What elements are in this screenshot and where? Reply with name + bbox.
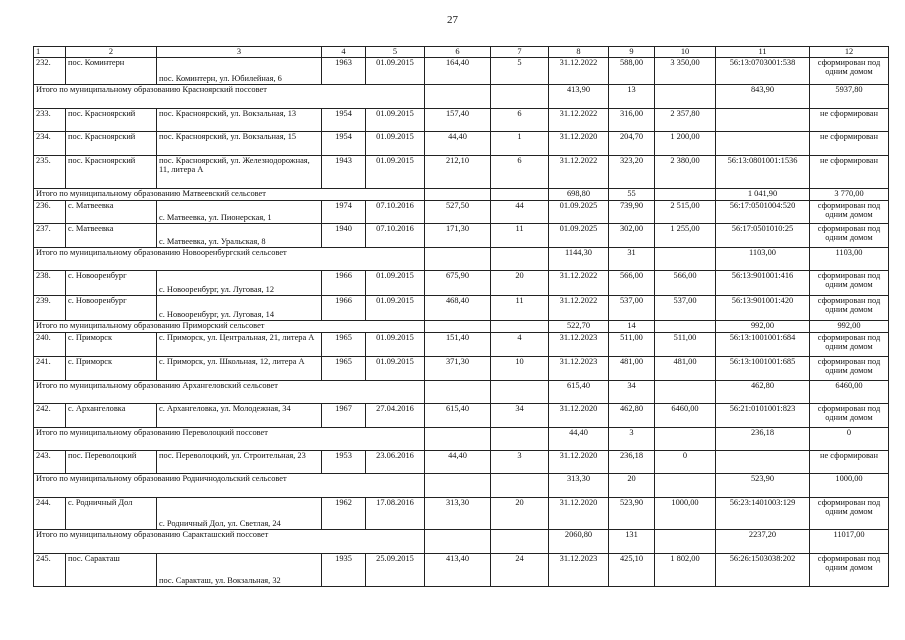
column-number-cell: 11 — [716, 47, 810, 58]
cost-cell: 511,00 — [655, 332, 716, 356]
subtotal-cell: 522,70 — [549, 320, 609, 332]
address-cell: пос. Переволоцкий, ул. Строительная, 23 — [157, 450, 322, 473]
recognition-date-cell: 01.09.2015 — [366, 356, 425, 380]
year-built-cell: 1967 — [322, 403, 366, 427]
subtotal-cell: 1 041,90 — [716, 188, 810, 200]
area-cell: 413,40 — [425, 553, 491, 586]
column-number-cell: 6 — [425, 47, 491, 58]
land-plot-status-cell: сформирован под одним домом — [810, 270, 889, 295]
relocation-deadline-cell: 31.12.2023 — [549, 356, 609, 380]
subtotal-row — [34, 380, 889, 403]
subtotal-cell: 236,18 — [716, 427, 810, 450]
column-number-cell: 2 — [66, 47, 157, 58]
recognition-date-cell: 01.09.2015 — [366, 57, 425, 84]
subtotal-label: Итого по муниципальному образованию Красноярский поссовет — [34, 84, 425, 108]
address-cell: пос. Саракташ, ул. Вокзальная, 32 — [157, 553, 322, 586]
relocation-area-cell: 566,00 — [609, 270, 655, 295]
subtotal-cell: 615,40 — [549, 380, 609, 403]
relocation-area-cell: 316,00 — [609, 108, 655, 131]
address-cell: пос. Красноярский, ул. Железнодорожная, 11, литера А — [157, 155, 322, 188]
settlement-cell: с. Приморск — [66, 332, 157, 356]
subtotal-label: Итого по муниципальному образованию Архангеловский сельсовет — [34, 380, 425, 403]
subtotal-cell: 523,90 — [716, 473, 810, 497]
land-plot-status-cell: сформирован под одним домом — [810, 497, 889, 529]
cadastral-number-cell: 56:13:901001:416 — [716, 270, 810, 295]
subtotal-cell: 0 — [810, 427, 889, 450]
recognition-date-cell: 07.10.2016 — [366, 223, 425, 247]
year-built-cell: 1954 — [322, 131, 366, 155]
relocation-deadline-cell: 31.12.2020 — [549, 131, 609, 155]
table-row — [34, 270, 889, 295]
address-cell: с. Матвеевка, ул. Пионерская, 1 — [157, 200, 322, 223]
cost-cell: 1 200,00 — [655, 131, 716, 155]
subtotal-cell: 34 — [609, 380, 655, 403]
subtotal-cell — [425, 247, 491, 270]
relocation-area-cell: 739,90 — [609, 200, 655, 223]
settlement-cell: с. Архангеловка — [66, 403, 157, 427]
table-row — [34, 57, 889, 84]
relocation-area-cell: 236,18 — [609, 450, 655, 473]
table-row — [34, 200, 889, 223]
land-plot-status-cell: сформирован под одним домом — [810, 356, 889, 380]
cadastral-number-cell: 56:13:0703001:538 — [716, 57, 810, 84]
subtotal-row — [34, 427, 889, 450]
subtotal-label: Итого по муниципальному образованию Приморский сельсовет — [34, 320, 425, 332]
land-plot-status-cell: сформирован под одним домом — [810, 57, 889, 84]
settlement-cell: пос. Красноярский — [66, 131, 157, 155]
area-cell: 212,10 — [425, 155, 491, 188]
recognition-date-cell: 25.09.2015 — [366, 553, 425, 586]
subtotal-cell — [655, 380, 716, 403]
area-cell: 171,30 — [425, 223, 491, 247]
cadastral-number-cell — [716, 108, 810, 131]
subtotal-cell: 3 — [609, 427, 655, 450]
recognition-date-cell: 27.04.2016 — [366, 403, 425, 427]
relocation-deadline-cell: 31.12.2022 — [549, 108, 609, 131]
table-row — [34, 223, 889, 247]
settlement-cell: с. Приморск — [66, 356, 157, 380]
area-cell: 151,40 — [425, 332, 491, 356]
subtotal-row — [34, 247, 889, 270]
subtotal-cell: 11017,00 — [810, 529, 889, 553]
page-number: 27 — [447, 14, 458, 26]
residents-cell: 44 — [491, 200, 549, 223]
year-built-cell: 1966 — [322, 295, 366, 320]
subtotal-cell: 413,90 — [549, 84, 609, 108]
relocation-area-cell: 537,00 — [609, 295, 655, 320]
subtotal-row — [34, 84, 889, 108]
subtotal-cell — [491, 427, 549, 450]
row-number-cell: 237. — [34, 223, 66, 247]
relocation-deadline-cell: 31.12.2022 — [549, 270, 609, 295]
address-cell: пос. Красноярский, ул. Вокзальная, 15 — [157, 131, 322, 155]
cadastral-number-cell — [716, 131, 810, 155]
address-cell: с. Новооренбург, ул. Луговая, 12 — [157, 270, 322, 295]
subtotal-cell — [491, 473, 549, 497]
table-row — [34, 497, 889, 529]
subtotal-cell: 698,80 — [549, 188, 609, 200]
cost-cell: 3 350,00 — [655, 57, 716, 84]
subtotal-cell: 3 770,00 — [810, 188, 889, 200]
housing-register-table — [33, 46, 889, 587]
residents-cell: 11 — [491, 223, 549, 247]
area-cell: 164,40 — [425, 57, 491, 84]
recognition-date-cell: 01.09.2015 — [366, 270, 425, 295]
year-built-cell: 1962 — [322, 497, 366, 529]
row-number-cell: 238. — [34, 270, 66, 295]
cost-cell: 6460,00 — [655, 403, 716, 427]
settlement-cell: с. Матвеевка — [66, 223, 157, 247]
settlement-cell: с. Новооренбург — [66, 295, 157, 320]
relocation-area-cell: 523,90 — [609, 497, 655, 529]
relocation-area-cell: 323,20 — [609, 155, 655, 188]
recognition-date-cell: 01.09.2015 — [366, 155, 425, 188]
relocation-deadline-cell: 31.12.2022 — [549, 155, 609, 188]
year-built-cell: 1940 — [322, 223, 366, 247]
cadastral-number-cell: 56:26:1503038:202 — [716, 553, 810, 586]
address-cell: с. Приморск, ул. Центральная, 21, литера А — [157, 332, 322, 356]
subtotal-label: Итого по муниципальному образованию Переволоцкий поссовет — [34, 427, 425, 450]
area-cell: 44,40 — [425, 131, 491, 155]
recognition-date-cell: 01.09.2015 — [366, 332, 425, 356]
relocation-area-cell: 302,00 — [609, 223, 655, 247]
subtotal-row — [34, 188, 889, 200]
year-built-cell: 1954 — [322, 108, 366, 131]
residents-cell: 6 — [491, 155, 549, 188]
settlement-cell: с. Родничный Дол — [66, 497, 157, 529]
subtotal-cell — [491, 247, 549, 270]
row-number-cell: 233. — [34, 108, 66, 131]
cadastral-number-cell: 56:17:0501010:25 — [716, 223, 810, 247]
relocation-area-cell: 588,00 — [609, 57, 655, 84]
cadastral-number-cell: 56:21:0101001:823 — [716, 403, 810, 427]
cadastral-number-cell: 56:17:0501004:520 — [716, 200, 810, 223]
cadastral-number-cell — [716, 450, 810, 473]
subtotal-cell — [491, 84, 549, 108]
subtotal-label: Итого по муниципальному образованию Родничнодольский сельсовет — [34, 473, 425, 497]
table-row — [34, 450, 889, 473]
subtotal-cell: 6460,00 — [810, 380, 889, 403]
relocation-area-cell: 511,00 — [609, 332, 655, 356]
row-number-cell: 245. — [34, 553, 66, 586]
subtotal-cell: 2237,20 — [716, 529, 810, 553]
area-cell: 675,90 — [425, 270, 491, 295]
area-cell: 371,30 — [425, 356, 491, 380]
year-built-cell: 1943 — [322, 155, 366, 188]
area-cell: 44,40 — [425, 450, 491, 473]
subtotal-cell: 313,30 — [549, 473, 609, 497]
residents-cell: 24 — [491, 553, 549, 586]
year-built-cell: 1966 — [322, 270, 366, 295]
address-cell: с. Матвеевка, ул. Уральская, 8 — [157, 223, 322, 247]
settlement-cell: пос. Красноярский — [66, 108, 157, 131]
subtotal-cell — [425, 427, 491, 450]
row-number-cell: 242. — [34, 403, 66, 427]
address-cell: с. Архангеловка, ул. Молодежная, 34 — [157, 403, 322, 427]
table-row — [34, 332, 889, 356]
land-plot-status-cell: не сформирован — [810, 155, 889, 188]
subtotal-cell — [655, 188, 716, 200]
settlement-cell: пос. Саракташ — [66, 553, 157, 586]
address-cell: пос. Красноярский, ул. Вокзальная, 13 — [157, 108, 322, 131]
cadastral-number-cell: 56:13:1001001:684 — [716, 332, 810, 356]
area-cell: 615,40 — [425, 403, 491, 427]
subtotal-cell: 2060,80 — [549, 529, 609, 553]
area-cell: 468,40 — [425, 295, 491, 320]
land-plot-status-cell: не сформирован — [810, 450, 889, 473]
column-number-cell: 3 — [157, 47, 322, 58]
subtotal-cell — [655, 247, 716, 270]
subtotal-row — [34, 320, 889, 332]
subtotal-cell: 44,40 — [549, 427, 609, 450]
cost-cell: 2 515,00 — [655, 200, 716, 223]
subtotal-cell: 13 — [609, 84, 655, 108]
subtotal-cell: 14 — [609, 320, 655, 332]
cadastral-number-cell: 56:13:0801001:1536 — [716, 155, 810, 188]
residents-cell: 11 — [491, 295, 549, 320]
subtotal-cell — [491, 380, 549, 403]
table-row — [34, 108, 889, 131]
recognition-date-cell: 01.09.2015 — [366, 295, 425, 320]
table-row — [34, 403, 889, 427]
subtotal-cell: 992,00 — [810, 320, 889, 332]
subtotal-row — [34, 473, 889, 497]
address-cell: с. Новооренбург, ул. Луговая, 14 — [157, 295, 322, 320]
relocation-deadline-cell: 31.12.2020 — [549, 497, 609, 529]
address-cell: пос. Коминтерн, ул. Юбилейная, 6 — [157, 57, 322, 84]
column-number-cell: 8 — [549, 47, 609, 58]
row-number-cell: 232. — [34, 57, 66, 84]
column-number-cell: 9 — [609, 47, 655, 58]
table-row — [34, 131, 889, 155]
subtotal-cell: 5937,80 — [810, 84, 889, 108]
land-plot-status-cell: сформирован под одним домом — [810, 553, 889, 586]
cost-cell: 481,00 — [655, 356, 716, 380]
cost-cell: 537,00 — [655, 295, 716, 320]
year-built-cell: 1953 — [322, 450, 366, 473]
subtotal-cell — [425, 188, 491, 200]
residents-cell: 20 — [491, 270, 549, 295]
cost-cell: 1000,00 — [655, 497, 716, 529]
settlement-cell: с. Матвеевка — [66, 200, 157, 223]
cost-cell: 2 380,00 — [655, 155, 716, 188]
column-number-cell: 12 — [810, 47, 889, 58]
relocation-deadline-cell: 01.09.2025 — [549, 200, 609, 223]
year-built-cell: 1963 — [322, 57, 366, 84]
year-built-cell: 1935 — [322, 553, 366, 586]
residents-cell: 3 — [491, 450, 549, 473]
subtotal-cell: 31 — [609, 247, 655, 270]
recognition-date-cell: 07.10.2016 — [366, 200, 425, 223]
cost-cell: 566,00 — [655, 270, 716, 295]
subtotal-cell — [655, 529, 716, 553]
cost-cell: 1 802,00 — [655, 553, 716, 586]
cost-cell: 0 — [655, 450, 716, 473]
residents-cell: 10 — [491, 356, 549, 380]
residents-cell: 1 — [491, 131, 549, 155]
column-number-cell: 10 — [655, 47, 716, 58]
land-plot-status-cell: сформирован под одним домом — [810, 200, 889, 223]
relocation-deadline-cell: 31.12.2022 — [549, 57, 609, 84]
settlement-cell: с. Новооренбург — [66, 270, 157, 295]
subtotal-cell — [491, 529, 549, 553]
relocation-deadline-cell: 31.12.2023 — [549, 332, 609, 356]
column-number-row — [34, 47, 889, 58]
land-plot-status-cell: не сформирован — [810, 108, 889, 131]
land-plot-status-cell: сформирован под одним домом — [810, 403, 889, 427]
row-number-cell: 234. — [34, 131, 66, 155]
residents-cell: 6 — [491, 108, 549, 131]
recognition-date-cell: 01.09.2015 — [366, 108, 425, 131]
subtotal-cell — [425, 380, 491, 403]
residents-cell: 5 — [491, 57, 549, 84]
subtotal-cell: 55 — [609, 188, 655, 200]
subtotal-cell: 1144,30 — [549, 247, 609, 270]
row-number-cell: 241. — [34, 356, 66, 380]
settlement-cell: пос. Красноярский — [66, 155, 157, 188]
settlement-cell: пос. Переволоцкий — [66, 450, 157, 473]
recognition-date-cell: 23.06.2016 — [366, 450, 425, 473]
subtotal-cell: 1103,00 — [716, 247, 810, 270]
subtotal-label: Итого по муниципальному образованию Матвеевский сельсовет — [34, 188, 425, 200]
row-number-cell: 236. — [34, 200, 66, 223]
table-row — [34, 155, 889, 188]
relocation-area-cell: 481,00 — [609, 356, 655, 380]
relocation-deadline-cell: 31.12.2020 — [549, 403, 609, 427]
relocation-deadline-cell: 31.12.2020 — [549, 450, 609, 473]
row-number-cell: 243. — [34, 450, 66, 473]
subtotal-cell — [655, 320, 716, 332]
subtotal-cell: 20 — [609, 473, 655, 497]
address-cell: с. Приморск, ул. Школьная, 12, литера А — [157, 356, 322, 380]
cost-cell: 1 255,00 — [655, 223, 716, 247]
cost-cell: 2 357,80 — [655, 108, 716, 131]
subtotal-cell — [655, 84, 716, 108]
subtotal-cell — [655, 473, 716, 497]
cadastral-number-cell: 56:13:901001:420 — [716, 295, 810, 320]
row-number-cell: 240. — [34, 332, 66, 356]
area-cell: 313,30 — [425, 497, 491, 529]
relocation-deadline-cell: 01.09.2025 — [549, 223, 609, 247]
subtotal-cell: 131 — [609, 529, 655, 553]
cadastral-number-cell: 56:13:1001001:685 — [716, 356, 810, 380]
subtotal-cell: 1000,00 — [810, 473, 889, 497]
relocation-area-cell: 204,70 — [609, 131, 655, 155]
subtotal-cell: 992,00 — [716, 320, 810, 332]
subtotal-cell: 843,90 — [716, 84, 810, 108]
subtotal-cell: 1103,00 — [810, 247, 889, 270]
area-cell: 527,50 — [425, 200, 491, 223]
year-built-cell: 1965 — [322, 356, 366, 380]
subtotal-cell — [425, 320, 491, 332]
subtotal-cell — [425, 529, 491, 553]
row-number-cell: 244. — [34, 497, 66, 529]
column-number-cell: 5 — [366, 47, 425, 58]
address-cell: с. Родничный Дол, ул. Светлая, 24 — [157, 497, 322, 529]
subtotal-row — [34, 529, 889, 553]
land-plot-status-cell: сформирован под одним домом — [810, 295, 889, 320]
table-row — [34, 553, 889, 586]
column-number-cell: 1 — [34, 47, 66, 58]
subtotal-label: Итого по муниципальному образованию Новооренбургский сельсовет — [34, 247, 425, 270]
row-number-cell: 235. — [34, 155, 66, 188]
subtotal-cell — [655, 427, 716, 450]
subtotal-cell — [491, 320, 549, 332]
recognition-date-cell: 01.09.2015 — [366, 131, 425, 155]
cadastral-number-cell: 56:23:1401003:129 — [716, 497, 810, 529]
residents-cell: 20 — [491, 497, 549, 529]
subtotal-label: Итого по муниципальному образованию Саракташский поссовет — [34, 529, 425, 553]
subtotal-cell: 462,80 — [716, 380, 810, 403]
land-plot-status-cell: сформирован под одним домом — [810, 223, 889, 247]
recognition-date-cell: 17.08.2016 — [366, 497, 425, 529]
relocation-area-cell: 462,80 — [609, 403, 655, 427]
land-plot-status-cell: не сформирован — [810, 131, 889, 155]
relocation-deadline-cell: 31.12.2023 — [549, 553, 609, 586]
table-row — [34, 356, 889, 380]
relocation-area-cell: 425,10 — [609, 553, 655, 586]
settlement-cell: пос. Коминтерн — [66, 57, 157, 84]
row-number-cell: 239. — [34, 295, 66, 320]
column-number-cell: 7 — [491, 47, 549, 58]
table-row — [34, 295, 889, 320]
subtotal-cell — [425, 84, 491, 108]
column-number-cell: 4 — [322, 47, 366, 58]
year-built-cell: 1965 — [322, 332, 366, 356]
land-plot-status-cell: сформирован под одним домом — [810, 332, 889, 356]
area-cell: 157,40 — [425, 108, 491, 131]
subtotal-cell — [491, 188, 549, 200]
year-built-cell: 1974 — [322, 200, 366, 223]
residents-cell: 34 — [491, 403, 549, 427]
residents-cell: 4 — [491, 332, 549, 356]
subtotal-cell — [425, 473, 491, 497]
relocation-deadline-cell: 31.12.2022 — [549, 295, 609, 320]
